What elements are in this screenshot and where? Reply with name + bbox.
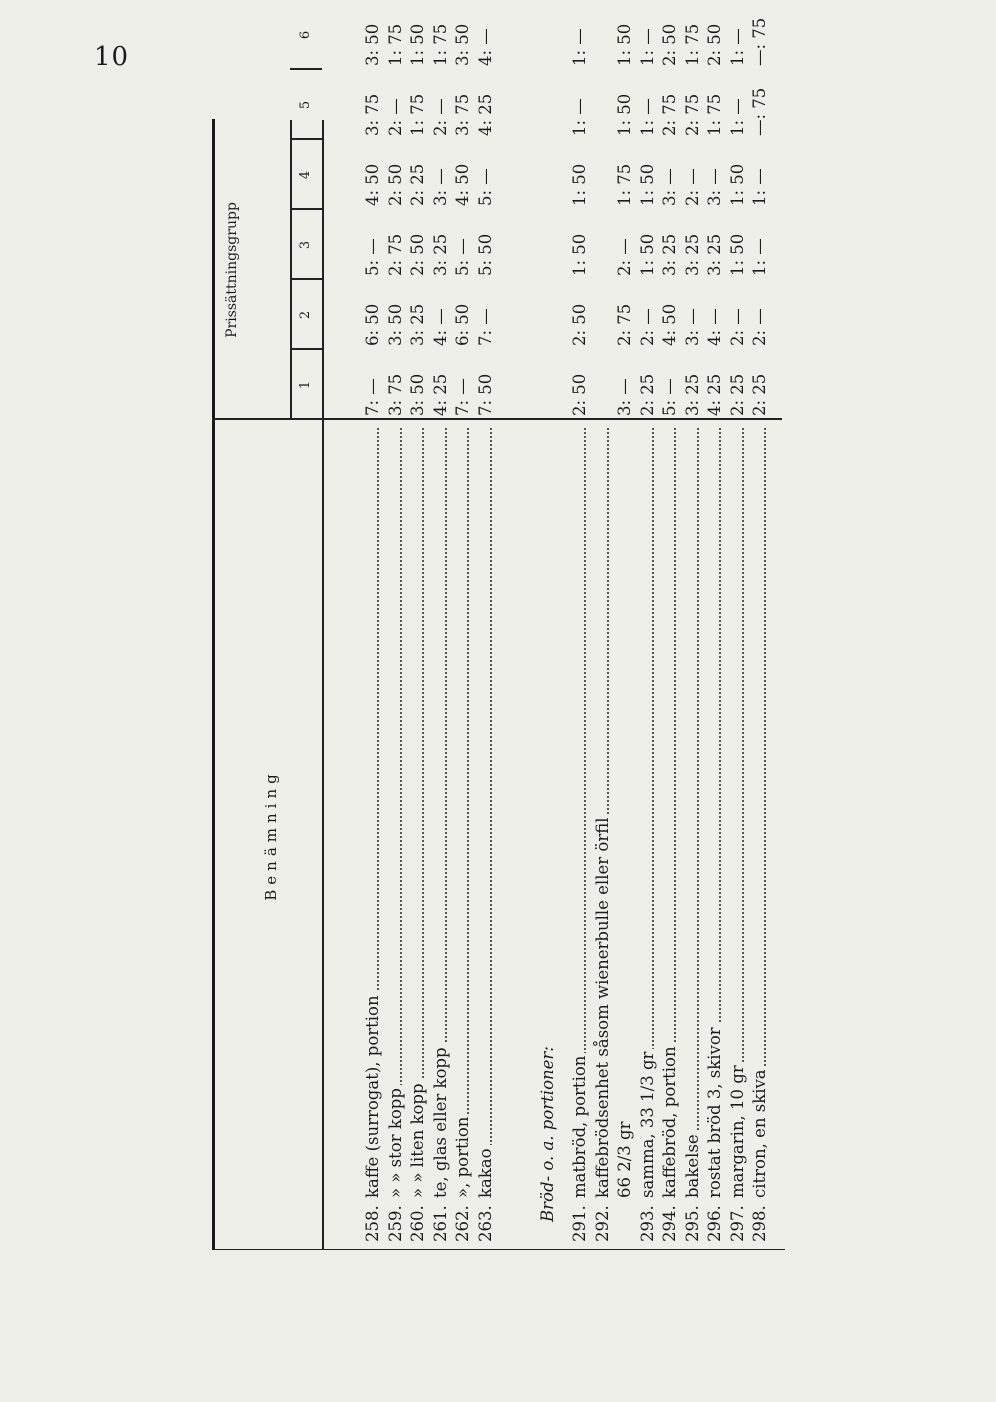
row-number: 291. [570,1205,589,1242]
price-cell: 1: — [727,28,747,66]
price-cell: 2: 50 [570,303,589,346]
price-cell: 5: — [363,238,382,276]
price-cell: —: 75 [750,87,769,136]
item-name-text: margarin, 10 gr [728,1062,747,1198]
price-cell: 3: 75 [385,373,405,416]
price-cell: 2: 25 [637,373,657,416]
item-name [749,428,771,1198]
price-cell: 4: 25 [705,373,724,416]
item-name-text: kakao [476,1145,495,1198]
price-cell: 2: — [682,168,702,206]
price-cell: 2: 50 [408,233,427,276]
row-number: 295. [682,1205,702,1242]
table-row [637,28,659,1250]
price-cell: 4: 50 [453,163,472,206]
price-cell: 1: — [750,238,769,276]
item-name [475,428,497,1198]
price-cell: 7: — [453,378,472,416]
item-name [682,428,704,1198]
price-cell: 2: — [750,308,769,346]
price-cell: 4: — [430,308,450,346]
price-cell: 3: 25 [660,233,679,276]
price-cell: 3: — [430,168,450,206]
price-cell: 1: — [637,28,657,66]
table-row [430,23,452,1250]
price-cell: 2: — [430,98,450,136]
item-name-text: te, glas eller kopp [431,1044,450,1198]
item-name [430,428,452,1198]
price-cell: 1: — [727,98,747,136]
price-cell: 3: — [660,168,679,206]
price-cell: 1: 50 [570,233,589,276]
price-cell: 3: 25 [430,233,450,276]
price-cell: 2: — [637,308,657,346]
price-cell: 1: 75 [430,23,450,66]
table-row-continuation [614,23,636,1250]
col-divider [290,139,322,141]
price-cell: 1: 50 [615,93,634,136]
price-cell: 3: 25 [682,373,702,416]
price-cell: 3: — [682,308,702,346]
price-cell: 2: 50 [660,23,679,66]
table-row [569,28,591,1250]
item-name [592,428,614,1198]
price-cell: 2: — [385,98,405,136]
price-cell: 5: — [660,378,679,416]
item-name-text: » » liten kopp [408,1080,427,1198]
price-cell: 1: 75 [705,93,724,136]
row-number: 294. [660,1205,679,1242]
item-name-continuation: 66 2/3 gr [615,1121,634,1198]
price-cell: 4: 25 [475,93,495,136]
price-cell: 7: 50 [475,373,495,416]
item-name [659,428,681,1198]
price-cell: 7: — [363,378,382,416]
item-name-text: » » stor kopp [386,1085,405,1198]
col-divider [290,349,322,351]
item-name [385,428,407,1198]
col-divider [290,69,322,71]
header-bottom-line [322,120,324,1250]
column-number: 6 [298,30,313,40]
price-cell: 5: 50 [475,233,495,276]
column-number: 3 [298,240,313,250]
price-cell: 3: 75 [363,93,382,136]
price-cell: 3: 25 [682,233,702,276]
price-cell: 2: 50 [570,373,589,416]
row-number: 259. [385,1205,405,1242]
price-cell: 3: 75 [453,93,472,136]
table-row [659,23,681,1250]
price-group-header: Prissättningsgrupp [224,202,240,338]
table-row [452,23,474,1250]
item-name-text: matbröd, portion [570,1053,589,1198]
item-name-text: samma, 33 1/3 gr [638,1049,657,1198]
row-number: 292. [592,1205,612,1242]
dot-leader [697,428,699,1198]
price-cell: 1: — [750,168,769,206]
item-name [727,428,749,1198]
price-cell: 2: 75 [385,233,405,276]
item-name [407,428,429,1198]
dot-leader [490,428,492,1198]
price-cell: 4: 50 [363,163,382,206]
price-cell: 4: — [475,28,495,66]
item-name-text: kaffebröd, portion [660,1043,679,1198]
price-cell: 1: 50 [408,23,427,66]
item-name-text: kaffe (surrogat), portion [363,992,382,1198]
table-row [475,28,497,1250]
row-number: 258. [363,1205,382,1242]
column-number: 1 [298,380,313,390]
price-cell: 6: 50 [453,303,472,346]
price-cell: 4: — [705,308,724,346]
item-name-text: », portion [453,1114,472,1198]
price-cell: 2: — [615,238,634,276]
dot-leader [467,428,469,1198]
row-number: 293. [637,1205,657,1242]
section-title: Bröd- o. a. portioner: [538,1046,557,1222]
price-cell: 1: 50 [727,233,747,276]
table-row [682,23,704,1250]
col-divider [290,209,322,211]
item-name-text: citron, en skiva [750,1066,769,1198]
item-name [637,428,659,1198]
column-number: 2 [298,310,313,320]
price-cell: 7: — [475,308,495,346]
price-cell: 1: 75 [408,93,427,136]
table-row [362,23,384,1250]
row-number: 297. [727,1205,747,1242]
price-cell: 3: — [705,168,724,206]
price-cell: 1: 75 [385,23,405,66]
price-cell: 4: 50 [660,303,679,346]
price-cell: 5: — [453,238,472,276]
column-number: 4 [298,170,313,180]
price-cell: 1: 75 [682,23,702,66]
price-cell: 3: 50 [363,23,382,66]
price-cell: 3: 50 [453,23,472,66]
price-cell: 2: 25 [750,373,769,416]
price-cell: 2: 25 [727,373,747,416]
price-cell: 3: 50 [385,303,405,346]
table-row [407,23,429,1250]
price-cell: 2: 50 [705,23,724,66]
row-number: 262. [453,1205,472,1242]
row-number: 298. [750,1205,769,1242]
item-name [704,428,726,1198]
price-cell: 1: 50 [637,163,657,206]
price-cell: 1: — [570,98,589,136]
col-divider [290,279,322,281]
price-cell: 6: 50 [363,303,382,346]
row-number: 296. [705,1205,724,1242]
price-cell: 3: 25 [705,233,724,276]
benamning-header: Benämning [262,769,280,901]
price-cell: 2: 75 [660,93,679,136]
item-name [362,428,384,1198]
column-number: 5 [298,100,313,110]
price-cell: 3: 50 [408,373,427,416]
price-cell: 1: 50 [615,23,634,66]
dot-leader [400,428,402,1198]
table-row [592,120,614,1250]
price-cell: 1: — [570,28,589,66]
row-number: 263. [475,1205,495,1242]
rotated-table [212,17,782,1250]
group-header-line [290,120,292,420]
item-name [569,428,591,1198]
col-divider [290,419,322,421]
price-cell: 1: — [637,98,657,136]
row-number: 260. [408,1205,427,1242]
price-cell: 2: 50 [385,163,405,206]
price-cell: 1: 75 [615,163,634,206]
price-cell: 3: — [615,378,634,416]
price-cell: 3: 25 [408,303,427,346]
price-cell: 1: 50 [570,163,589,206]
item-name-text: rostat bröd 3, skivor [705,1024,724,1198]
price-cell: 2: 75 [615,303,634,346]
price-cell: 2: 25 [408,163,427,206]
price-cell: 2: — [727,308,747,346]
price-cell: 5: — [475,168,495,206]
price-cell: 4: 25 [430,373,450,416]
table-row [749,17,771,1250]
price-cell: 1: 50 [727,163,747,206]
price-cell: —: 75 [750,17,769,66]
price-cell: 1: 50 [637,233,657,276]
table-row [704,23,726,1250]
price-cell: 2: 75 [682,93,702,136]
item-name-text: bakelse [683,1131,702,1198]
item-name-text: kaffebrödsenhet såsom wienerbulle eller örfil [593,814,612,1198]
table-row [727,28,749,1250]
item-name [452,428,474,1198]
row-number: 261. [430,1205,450,1242]
page-number: 10 [94,42,130,72]
table-row [385,23,407,1250]
